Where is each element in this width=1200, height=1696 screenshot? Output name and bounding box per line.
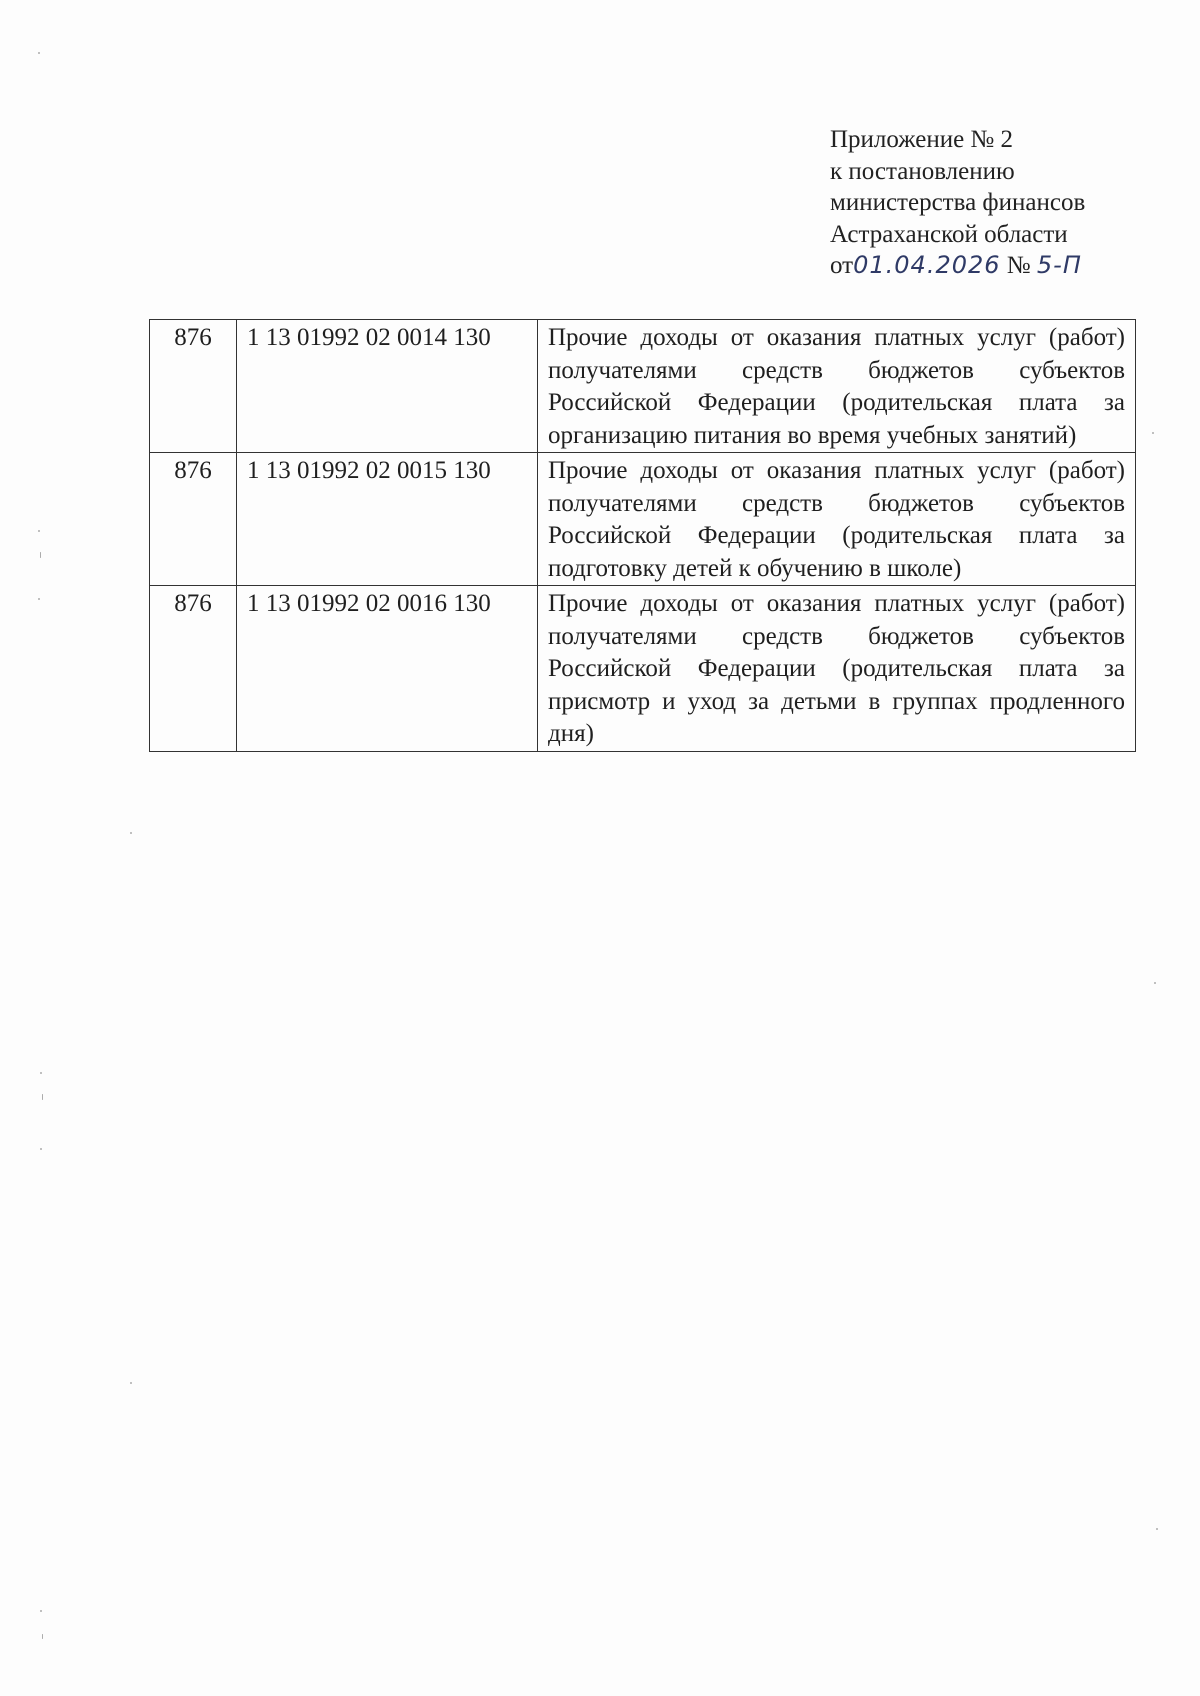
appendix-title: Приложение № 2 — [830, 126, 1014, 153]
appendix-line-4: Астраханской области — [830, 220, 1068, 248]
appendix-line-2: к постановлению — [830, 157, 1015, 185]
appendix-date-line — [830, 250, 1085, 282]
income-name-cell: Прочие доходы от оказания платных услуг (работ) получателями средств бюджетов субъектов Российской Федерации (родительская плата за присмотр и уход за детьми в группах продленного дня) — [538, 586, 1136, 752]
scan-speck — [38, 530, 40, 532]
budget-code-cell: 1 13 01992 02 0014 130 — [237, 320, 538, 453]
scan-speck — [40, 552, 41, 558]
scan-speck — [1152, 432, 1154, 434]
scan-speck — [40, 1072, 42, 1074]
scan-speck — [38, 52, 40, 54]
scan-speck — [42, 1094, 43, 1100]
date-prefix: от — [830, 252, 854, 279]
handwritten-date: 01.04.2026 — [853, 251, 1001, 279]
admin-code-cell: 876 — [150, 586, 237, 752]
scan-speck — [40, 1148, 42, 1150]
admin-code-cell: 876 — [150, 453, 237, 586]
table-row — [150, 586, 1136, 752]
number-prefix: № — [1006, 252, 1031, 279]
handwritten-number: 5-П — [1036, 251, 1082, 279]
scan-speck — [42, 1634, 43, 1639]
budget-code-cell: 1 13 01992 02 0015 130 — [237, 453, 538, 586]
scan-speck — [130, 832, 132, 834]
budget-code-cell: 1 13 01992 02 0016 130 — [237, 586, 538, 752]
income-name-cell: Прочие доходы от оказания платных услуг (работ) получателями средств бюджетов субъектов Российской Федерации (родительская плата за подготовку детей к обучению в школе) — [538, 453, 1136, 586]
budget-codes-table — [149, 319, 1136, 752]
appendix-line-3: министерства финансов — [830, 189, 1086, 216]
scan-speck — [40, 1610, 42, 1612]
table-row — [150, 453, 1136, 586]
income-name-cell: Прочие доходы от оказания платных услуг (работ) получателями средств бюджетов субъектов Российской Федерации (родительская плата за организацию питания во время учебных занятий) — [538, 320, 1136, 453]
table-row — [150, 320, 1136, 453]
scan-speck — [130, 1382, 132, 1384]
appendix-header — [830, 124, 1085, 282]
scan-speck — [38, 598, 40, 600]
scan-speck — [1156, 1528, 1158, 1530]
scan-speck — [1154, 982, 1156, 984]
admin-code-cell: 876 — [150, 320, 237, 453]
